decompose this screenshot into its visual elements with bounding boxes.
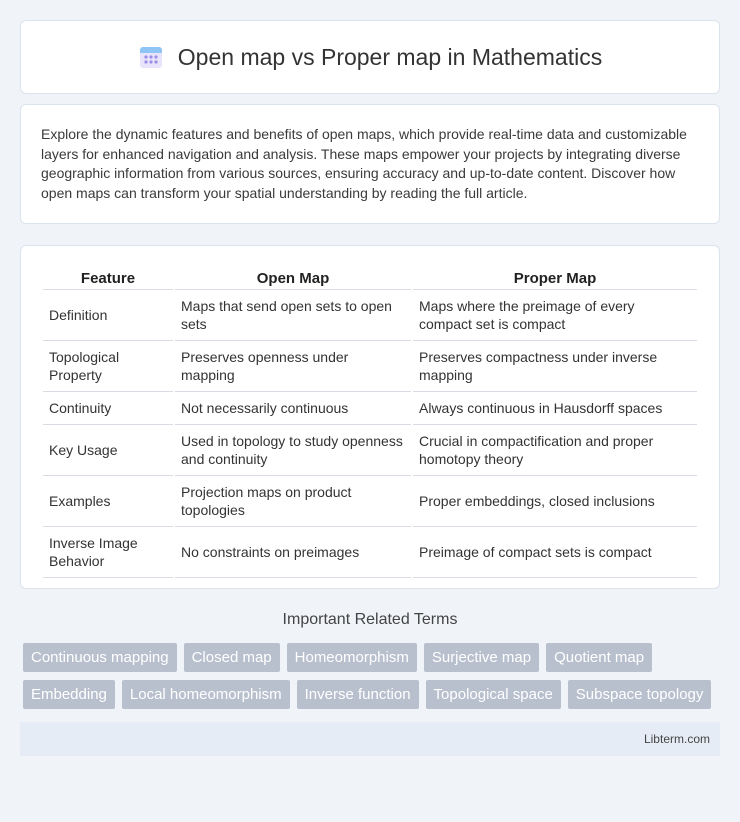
tag-surjective-map[interactable]: Surjective map bbox=[424, 643, 539, 672]
tag-topological-space[interactable]: Topological space bbox=[426, 680, 561, 709]
tag-continuous-mapping[interactable]: Continuous mapping bbox=[23, 643, 177, 672]
open-map-cell: Maps that send open sets to open sets bbox=[175, 290, 411, 341]
table-header-row bbox=[43, 266, 697, 290]
page-title: Open map vs Proper map in Mathematics bbox=[177, 43, 603, 70]
proper-map-cell: Always continuous in Hausdorff spaces bbox=[413, 392, 697, 425]
proper-map-cell: Maps where the preimage of every compact set is compact bbox=[413, 290, 697, 341]
feature-cell: Examples bbox=[43, 476, 173, 527]
open-map-cell: Preserves openness under mapping bbox=[175, 341, 411, 392]
open-map-cell: Used in topology to study openness and continuity bbox=[175, 425, 411, 476]
calendar-grid-icon bbox=[138, 44, 164, 70]
table-row bbox=[43, 425, 697, 476]
tag-inverse-function[interactable]: Inverse function bbox=[297, 680, 419, 709]
intro-card bbox=[20, 104, 720, 224]
tag-homeomorphism[interactable]: Homeomorphism bbox=[287, 643, 417, 672]
footer bbox=[20, 722, 720, 756]
related-terms-list bbox=[20, 643, 720, 709]
table-row bbox=[43, 527, 697, 578]
table-row bbox=[43, 290, 697, 341]
proper-map-cell: Preimage of compact sets is compact bbox=[413, 527, 697, 578]
open-map-cell: Projection maps on product topologies bbox=[175, 476, 411, 527]
related-terms-title: Important Related Terms bbox=[282, 611, 458, 628]
tag-closed-map[interactable]: Closed map bbox=[184, 643, 280, 672]
tag-embedding[interactable]: Embedding bbox=[23, 680, 115, 709]
footer-site-link[interactable]: Libterm.com bbox=[643, 732, 710, 746]
intro-text: Explore the dynamic features and benefits of open maps, which provide real-time data and customizable layers for enhanced navigation and analysis. These maps empower your projects by integrating diverse geographic information from various sources, ensuring accuracy and up-to-date content. Discover how open maps can transform your spatial understanding by reading the full article. bbox=[41, 126, 687, 201]
header-open-map: Open Map bbox=[175, 266, 411, 290]
comparison-table bbox=[41, 266, 699, 578]
open-map-cell: No constraints on preimages bbox=[175, 527, 411, 578]
proper-map-cell: Proper embeddings, closed inclusions bbox=[413, 476, 697, 527]
tag-local-homeomorphism[interactable]: Local homeomorphism bbox=[122, 680, 290, 709]
comparison-table-card bbox=[20, 245, 720, 589]
header-proper-map: Proper Map bbox=[413, 266, 697, 290]
tag-subspace-topology[interactable]: Subspace topology bbox=[568, 680, 712, 709]
proper-map-cell: Preserves compactness under inverse mapping bbox=[413, 341, 697, 392]
feature-cell: Inverse Image Behavior bbox=[43, 527, 173, 578]
header-card bbox=[20, 20, 720, 94]
feature-cell: Key Usage bbox=[43, 425, 173, 476]
tag-quotient-map[interactable]: Quotient map bbox=[546, 643, 652, 672]
header-feature: Feature bbox=[43, 266, 173, 290]
feature-cell: Definition bbox=[43, 290, 173, 341]
open-map-cell: Not necessarily continuous bbox=[175, 392, 411, 425]
proper-map-cell: Crucial in compactification and proper homotopy theory bbox=[413, 425, 697, 476]
table-row bbox=[43, 392, 697, 425]
feature-cell: Topological Property bbox=[43, 341, 173, 392]
feature-cell: Continuity bbox=[43, 392, 173, 425]
table-row bbox=[43, 476, 697, 527]
table-row bbox=[43, 341, 697, 392]
